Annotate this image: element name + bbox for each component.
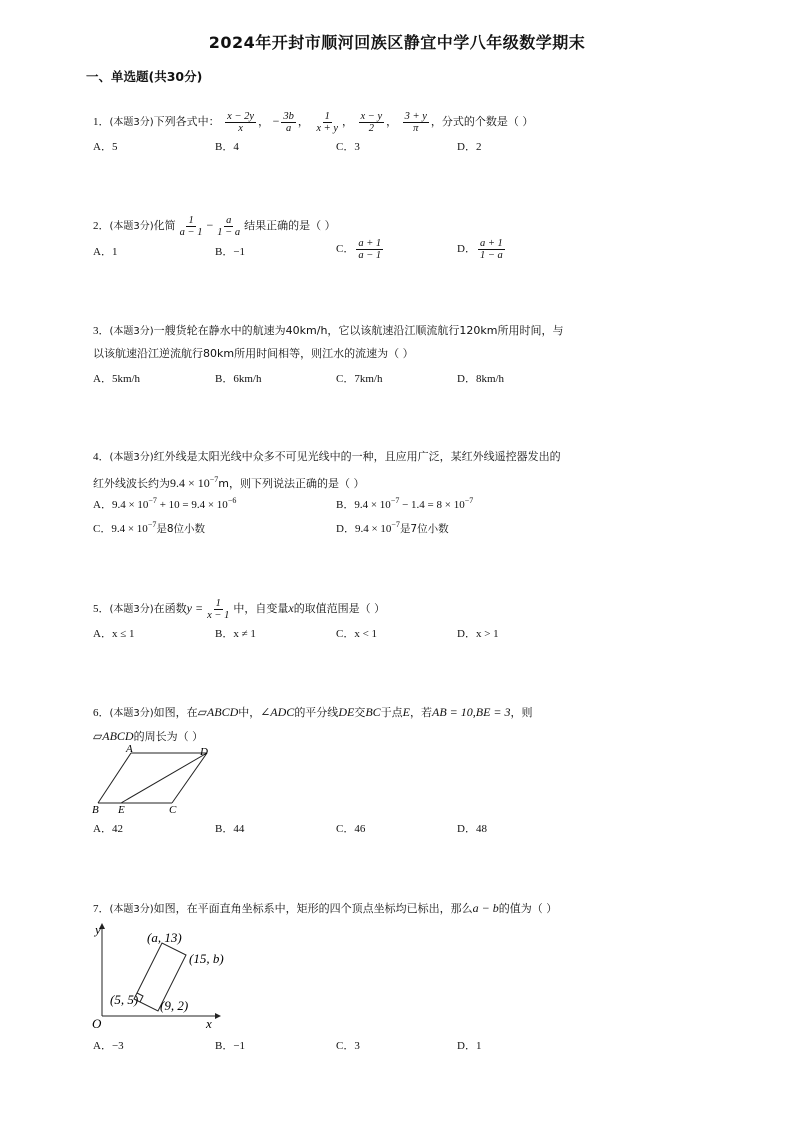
question-5-options (93, 625, 573, 645)
segment-dc (172, 753, 207, 803)
option-c[interactable]: C． $\frac{a + 1}{a - 1}$ (336, 238, 382, 261)
option-a[interactable]: A．42 (93, 823, 123, 835)
option-b[interactable]: B．−1 (215, 1040, 246, 1052)
option-b[interactable]: B．$9.4 \times 10^{-7} - 1.4 = 8 \times 10^{-7}$ (336, 496, 474, 511)
option-d[interactable]: D．$9.4 \times 10^{-7}$是7位小数 (336, 520, 449, 535)
option-c[interactable]: C．3 (336, 141, 360, 153)
fraction: $\frac{x - y}{2}$ (360, 110, 383, 134)
question-text: 的取值范围是（ ） (293, 602, 386, 615)
x-axis-label: x (206, 1016, 212, 1031)
option-b[interactable]: B．6km/h (215, 373, 262, 385)
fraction: $\frac{1}{x - 1}$ (207, 597, 230, 621)
option-d[interactable]: D．2 (457, 141, 482, 153)
question-1-stem: 1．(本题3分)下列各式中： $\frac{x - 2y}{x}$ ， − $\frac{3b}{a}$ ， $\frac{1}{x + y}$ ， $\frac{x - y}{2}$ ， $\frac{3 + y}{\pi}$ ，分式的个数是（ ） (93, 110, 534, 134)
question-points: (本题3分) (109, 117, 154, 128)
option-c[interactable]: C．46 (336, 823, 366, 835)
option-d[interactable]: D．48 (457, 823, 487, 835)
question-text: 结果正确的是（ ） (244, 219, 336, 232)
question-points: (本题3分) (109, 904, 154, 915)
option-d[interactable]: D． $\frac{a + 1}{1 - a}$ (457, 238, 503, 261)
question-text: 下列各式中： (153, 115, 220, 128)
option-d[interactable]: D．x > 1 (457, 628, 499, 640)
label-a: A (126, 745, 133, 755)
vertex-label-a13: (a, 13) (147, 930, 182, 945)
vertex-label-55: (5, 5) (110, 992, 139, 1007)
label-e: E (118, 804, 125, 816)
option-d[interactable]: D．8km/h (457, 373, 505, 385)
question-number: 6． (93, 707, 110, 719)
vertex-label-92: (9, 2) (160, 998, 189, 1013)
question-7-options (93, 1037, 573, 1057)
option-d[interactable]: D．1 (457, 1040, 482, 1052)
question-text: 红外线波长约为 (93, 477, 170, 490)
question-number: 2． (93, 220, 110, 232)
question-text: ，分式的个数是（ ） (430, 115, 534, 128)
question-number: 4． (93, 451, 110, 463)
question-3-options (93, 370, 573, 390)
question-3-stem (93, 320, 593, 365)
option-c[interactable]: C．x < 1 (336, 628, 378, 640)
option-b[interactable]: B．−1 (215, 246, 246, 258)
option-b[interactable]: B．4 (215, 141, 239, 153)
option-a[interactable]: A．5 (93, 141, 118, 153)
parallelogram-symbol: ▱ (93, 729, 103, 743)
question-number: 7． (93, 903, 110, 915)
question-text: 以该航速沿江逆流航行80km所用时间相等，则江水的流速为（ ） (93, 347, 414, 360)
segment-de (121, 753, 207, 803)
section-heading: 一、单选题(共30分) (86, 69, 203, 84)
question-5-stem: 5．(本题3分)在函数y = $\frac{1}{x - 1}$ 中，自变量x的取值范围是（ ） (93, 597, 386, 621)
option-c[interactable]: C．3 (336, 1040, 360, 1052)
question-6-options (93, 820, 573, 840)
question-2-stem: 2．(本题3分)化简 $\frac{1}{a - 1}$ − $\frac{a}{1 - a}$ 结果正确的是（ ） (93, 214, 336, 238)
question-points: (本题3分) (109, 326, 154, 337)
parallelogram-symbol: ▱ (197, 705, 207, 719)
question-points: (本题3分) (109, 604, 154, 615)
option-c[interactable]: C．7km/h (336, 373, 383, 385)
vertex-label-15b: (15, b) (189, 951, 224, 966)
option-a[interactable]: A．x ≤ 1 (93, 628, 135, 640)
question-text: 在函数 (153, 602, 187, 615)
coordinate-figure (90, 920, 230, 1032)
option-b[interactable]: B．x ≠ 1 (215, 628, 256, 640)
question-points: (本题3分) (109, 708, 154, 719)
page-title: 2024年开封市顺河回族区静宜中学八年级数学期末 (208, 33, 586, 52)
question-2-options (93, 238, 573, 263)
fraction: $\frac{1}{a - 1}$ (179, 214, 203, 238)
question-text: 红外线是太阳光线中众多不可见光线中的一种，且应用广泛，某红外线遥控器发出的 (153, 450, 561, 463)
fraction: $\frac{3 + y}{\pi}$ (404, 110, 427, 134)
y-axis-label: y (95, 922, 101, 937)
segment-ab (98, 753, 131, 803)
parallelogram-figure (90, 745, 220, 817)
question-text: 化简 (153, 219, 176, 232)
question-4-options-row1 (93, 496, 573, 516)
fraction: $\frac{x - 2y}{x}$ (227, 110, 255, 134)
option-a[interactable]: A．$9.4 \times 10^{-7} + 10 = 9.4 \times 10^{-6}$ (93, 496, 237, 511)
fraction: $\frac{3b}{a}$ (283, 110, 294, 134)
question-1-options (93, 138, 573, 158)
question-text: 中，自变量 (233, 602, 289, 615)
question-text: m，则下列说法正确的是（ ） (218, 477, 365, 490)
question-number: 5． (93, 603, 110, 615)
label-c: C (169, 804, 177, 816)
question-points: (本题3分) (109, 452, 154, 463)
question-number: 3． (93, 325, 110, 337)
origin-label: O (92, 1016, 102, 1031)
fraction: $\frac{1}{x + y}$ (316, 110, 339, 134)
question-4-stem: 4．(本题3分)红外线是太阳光线中众多不可见光线中的一种，且应用广泛，某红外线遥控器发出的 红外线波长约为$9.4 \times 10^{-7}m$，则下列说法正确的是（ ） (93, 450, 561, 490)
option-a[interactable]: A．5km/h (93, 373, 141, 385)
option-a[interactable]: A．1 (93, 246, 118, 258)
question-6-stem: 6．(本题3分)如图，在▱ABCD中，∠ADC的平分线DE交BC于点E，若AB = 10,BE = 3，则 ▱ABCD的周长为（ ） (93, 705, 533, 743)
label-d: D (200, 746, 208, 758)
question-text: 一艘货轮在静水中的航速为40km/h，它以该航速沿江顺流航行120km所用时间，与 (153, 324, 564, 337)
question-7-stem: 7．(本题3分)如图，在平面直角坐标系中，矩形的四个顶点坐标均已标出，那么a − b的值为（ ） (93, 901, 558, 915)
fraction: $\frac{a}{1 - a}$ (217, 214, 241, 238)
question-4-options-row2 (93, 520, 573, 540)
option-a[interactable]: A．−3 (93, 1040, 124, 1052)
question-number: 1． (93, 116, 110, 128)
option-c[interactable]: C．$9.4 \times 10^{-7}$是8位小数 (93, 520, 206, 535)
option-b[interactable]: B．44 (215, 823, 245, 835)
label-b: B (92, 804, 99, 816)
question-points: (本题3分) (109, 221, 154, 232)
